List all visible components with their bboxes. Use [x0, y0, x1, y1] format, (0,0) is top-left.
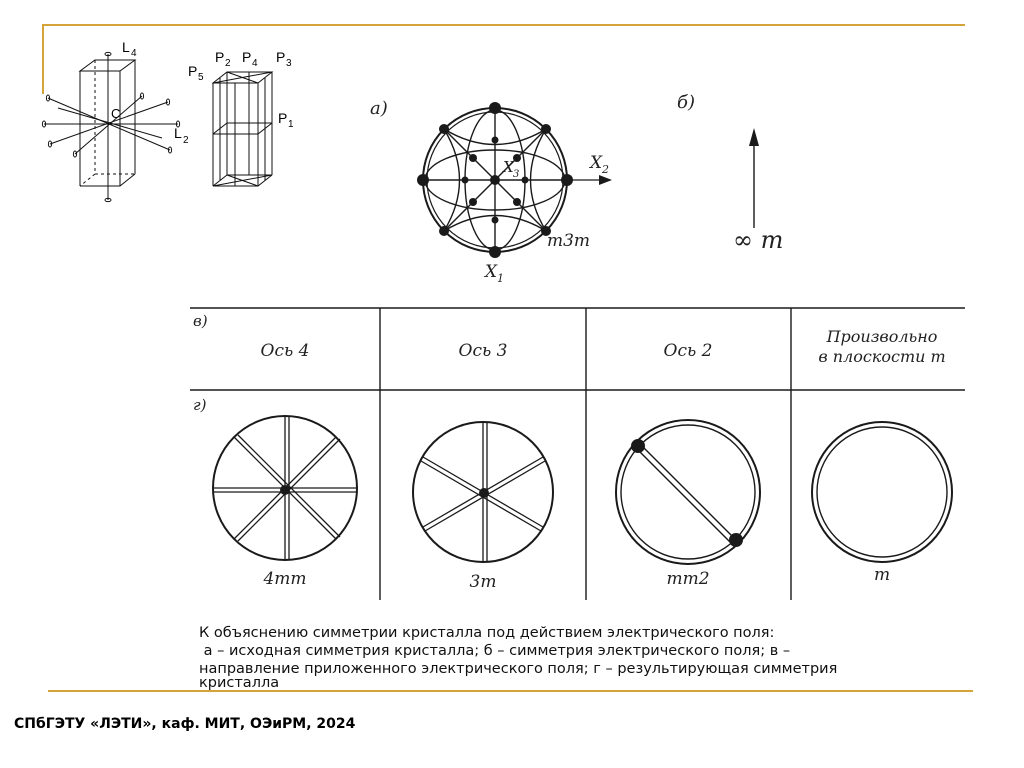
result-4mm — [213, 416, 357, 560]
label-l4-sub: 4 — [131, 48, 137, 59]
header-arbitrary-line2: в плоскости m — [818, 347, 946, 366]
label-l2: L — [174, 125, 182, 141]
panel-b-label: б) — [677, 92, 696, 113]
label-p5-sub: 5 — [198, 72, 204, 83]
axis-x3-label: X — [503, 158, 514, 176]
top-gold-line — [42, 24, 965, 26]
label-p3: P — [276, 49, 286, 65]
axis-x2-sub: 2 — [602, 163, 609, 176]
symmetry-figure — [185, 80, 970, 605]
label-p2: P — [215, 49, 225, 65]
axis-x2-label: X — [590, 153, 603, 173]
header-arbitrary-line1: Произвольно — [826, 327, 938, 346]
caption-line-2: а – исходная симметрия кристалла; б – симметрия электрического поля; в – — [199, 643, 791, 659]
result-label-mm2: mm2 — [666, 569, 710, 589]
label-p5: P — [188, 63, 198, 79]
result-label-4mm: 4mm — [263, 569, 307, 589]
axis-x1-sub: 1 — [497, 272, 504, 285]
label-p2-sub: 2 — [225, 58, 231, 69]
label-p4-sub: 4 — [252, 58, 258, 69]
label-l4: L — [122, 39, 130, 55]
panel-g-label: г) — [193, 396, 207, 414]
slide-footer: СПбГЭТУ «ЛЭТИ», каф. МИТ, ОЭиРМ, 2024 — [14, 716, 356, 732]
header-axis-2: Ось 2 — [663, 341, 713, 361]
symmetry-infinity-m-label: ∞ m — [733, 226, 784, 254]
label-l2-sub: 2 — [183, 135, 189, 146]
label-p1-sub: 1 — [288, 119, 294, 130]
symmetry-m3m-label: m3m — [547, 231, 591, 251]
caption-line-4: кристалла — [199, 675, 280, 691]
result-mm2 — [616, 420, 760, 564]
label-p4: P — [242, 49, 252, 65]
result-m — [812, 422, 952, 562]
result-label-m: m — [873, 565, 891, 585]
axis-x3-sub: 3 — [513, 169, 520, 180]
header-axis-4: Ось 4 — [260, 341, 310, 361]
caption-line-1: К объяснению симметрии кристалла под действием электрического поля: — [199, 625, 775, 641]
figure-caption — [199, 624, 899, 692]
label-p3-sub: 3 — [286, 58, 292, 69]
result-label-3m: 3m — [469, 572, 497, 592]
caption-line-3: направление приложенного электрического поля; г – результирующая симметрия — [199, 661, 838, 677]
header-axis-3: Ось 3 — [458, 341, 508, 361]
axis-x1-label: X — [485, 262, 498, 282]
label-p1: P — [278, 110, 288, 126]
panel-a-label: а) — [370, 98, 388, 119]
panel-v-label: в) — [193, 312, 208, 330]
result-3m — [413, 422, 553, 562]
label-c: C — [111, 106, 121, 121]
